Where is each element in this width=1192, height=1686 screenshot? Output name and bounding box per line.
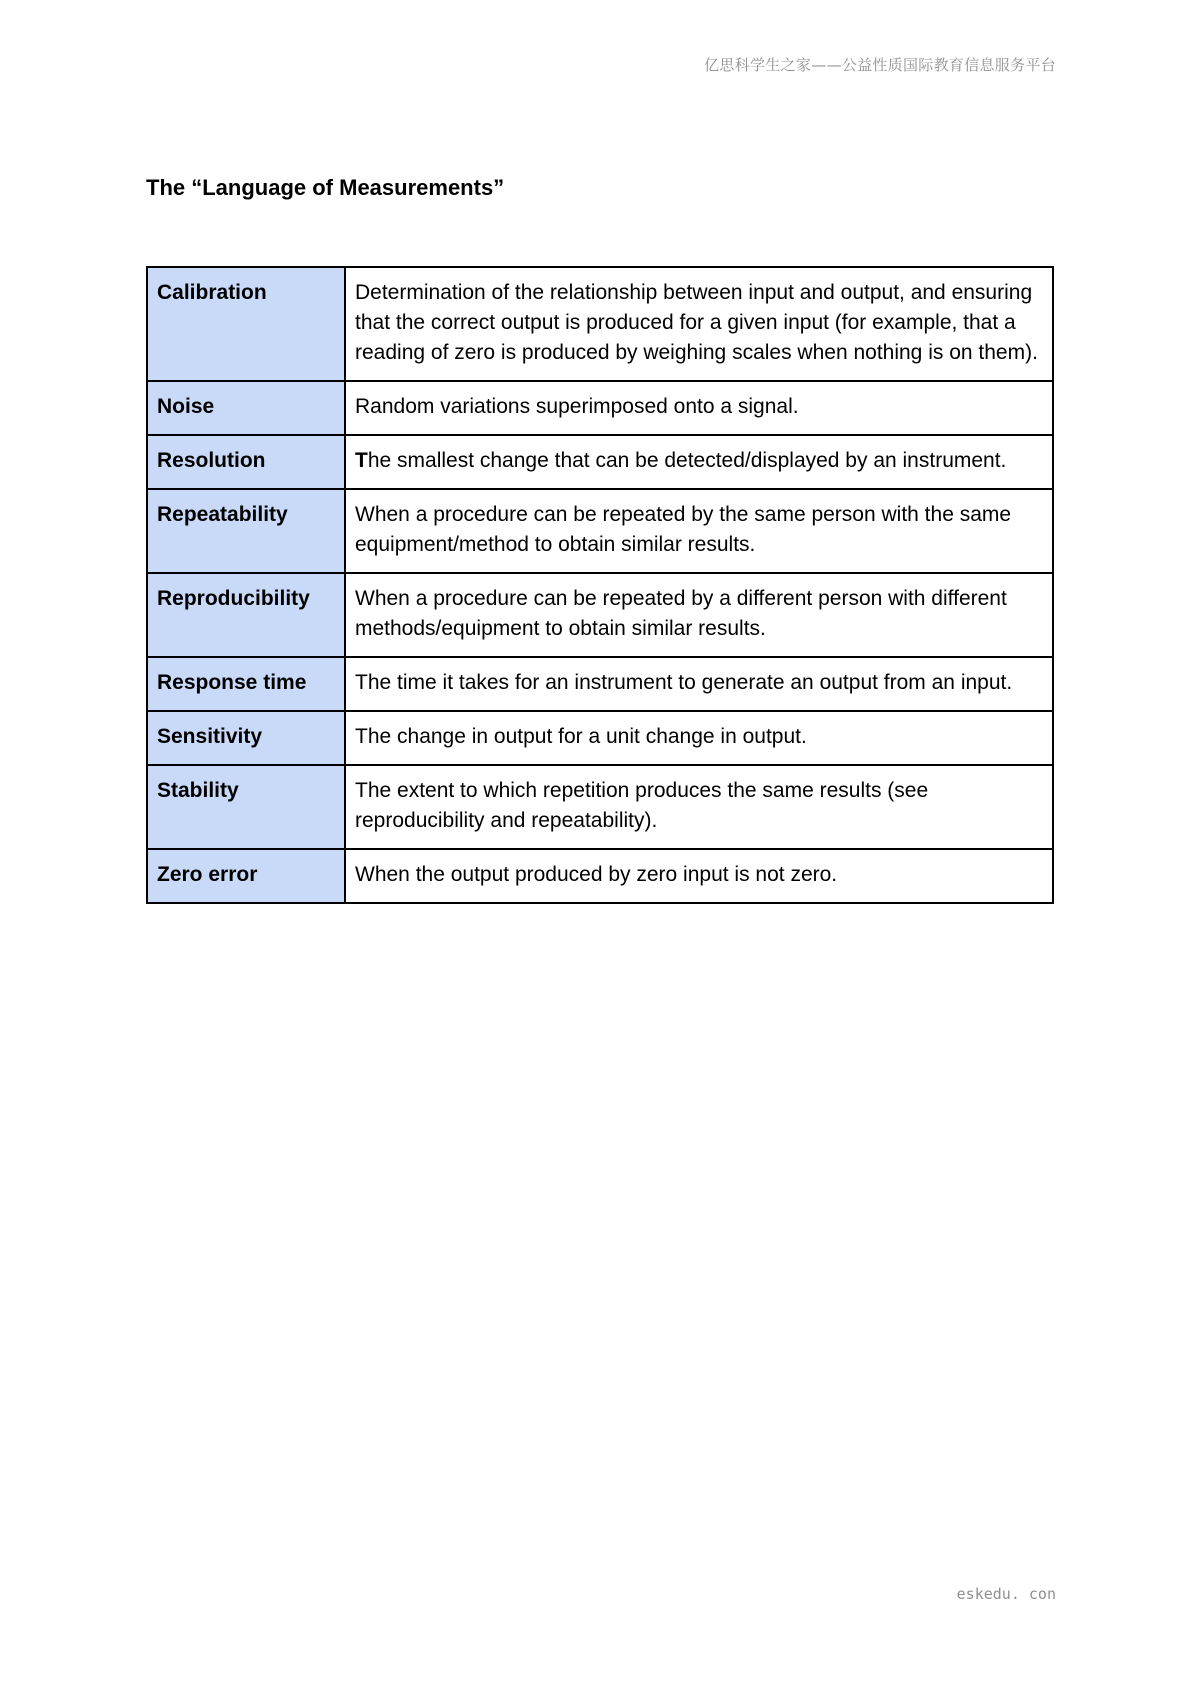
- definition-text: he smallest change that can be detected/displayed by an instrument.: [367, 449, 1007, 472]
- page-title: The “Language of Measurements”: [146, 175, 505, 200]
- definition-lead: T: [355, 449, 368, 472]
- glossary-definition: [345, 435, 1053, 489]
- page-header-site-text: 亿思科学生之家——公益性质国际教育信息服务平台: [704, 56, 1056, 74]
- glossary-definition: [345, 657, 1053, 711]
- glossary-term: Response time: [147, 657, 345, 711]
- definition-text: The extent to which repetition produces the same results (see reproducibility and repeatability).: [355, 779, 929, 832]
- definition-text: The time it takes for an instrument to generate an output from an input.: [355, 671, 1013, 694]
- definition-text: When the output produced by zero input is not zero.: [355, 863, 838, 886]
- glossary-table: [146, 266, 1054, 904]
- table-row: [147, 711, 1053, 765]
- glossary-definition: [345, 849, 1053, 903]
- glossary-term: Repeatability: [147, 489, 345, 573]
- table-row: [147, 657, 1053, 711]
- table-row: [147, 381, 1053, 435]
- page-footer-site-text: eskedu. con: [956, 1585, 1056, 1603]
- table-row: [147, 435, 1053, 489]
- glossary-definition: [345, 381, 1053, 435]
- glossary-definition: [345, 489, 1053, 573]
- glossary-term: Sensitivity: [147, 711, 345, 765]
- table-row: [147, 489, 1053, 573]
- definition-text: The change in output for a unit change in output.: [355, 725, 807, 748]
- glossary-definition: [345, 267, 1053, 381]
- glossary-definition: [345, 765, 1053, 849]
- definition-text: Random variations superimposed onto a signal.: [355, 395, 799, 418]
- glossary-definition: [345, 573, 1053, 657]
- glossary-definition: [345, 711, 1053, 765]
- table-row: [147, 849, 1053, 903]
- glossary-term: Resolution: [147, 435, 345, 489]
- definition-text: When a procedure can be repeated by the same person with the same equipment/method to obtain similar results.: [355, 503, 1012, 556]
- definition-text: When a procedure can be repeated by a different person with different methods/equipment to obtain similar results.: [355, 587, 1007, 640]
- table-row: [147, 573, 1053, 657]
- definition-text: Determination of the relationship between input and output, and ensuring that the correct output is produced for a given input (for example, that a reading of zero is produced by weighing scales when nothing is on them).: [355, 281, 1038, 364]
- table-row: [147, 765, 1053, 849]
- glossary-term: Calibration: [147, 267, 345, 381]
- table-row: [147, 267, 1053, 381]
- glossary-term: Zero error: [147, 849, 345, 903]
- glossary-term: Noise: [147, 381, 345, 435]
- glossary-term: Stability: [147, 765, 345, 849]
- glossary-term: Reproducibility: [147, 573, 345, 657]
